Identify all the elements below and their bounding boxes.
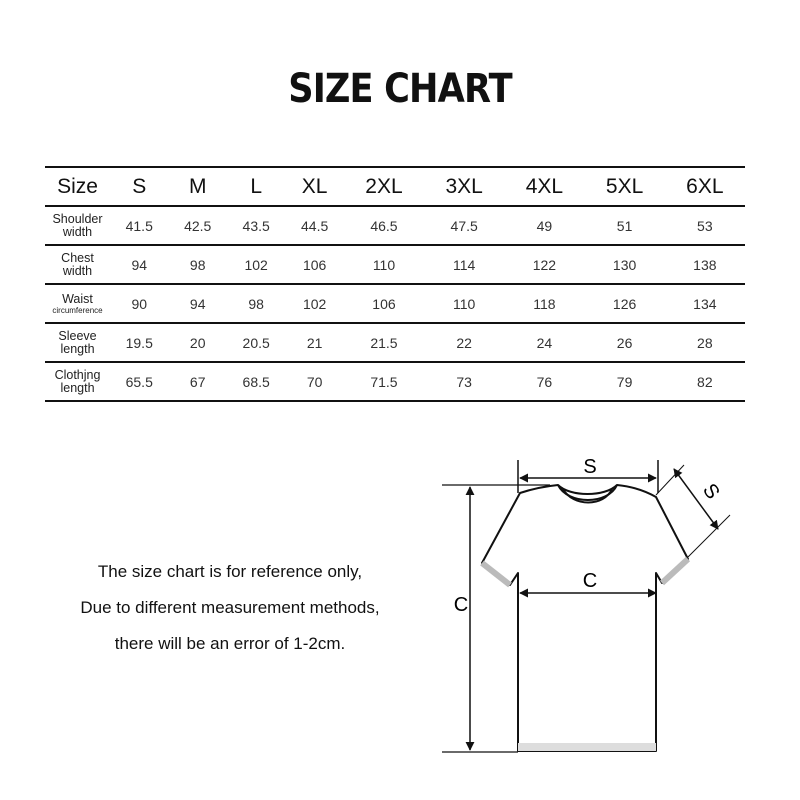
table-cell: 44.5 [301,217,329,234]
header-cell: L [250,174,263,198]
header-cell: M [188,174,207,198]
table-row [45,323,745,362]
table-cell: 26 [616,334,633,351]
header-cell: Size [57,174,98,198]
sleeve-measure [656,465,730,557]
sleeve-label: S [698,479,724,504]
table-cell: 106 [302,256,327,273]
table-cell: 68.5 [242,373,270,390]
table-cell: 94 [189,295,206,312]
header-cell: 6XL [686,174,724,198]
table-cell: 118 [533,295,556,312]
table-cell: 82 [697,373,713,390]
table-cell: 20 [189,334,206,351]
table-cell: 24 [536,334,553,351]
table-cell: 70 [306,373,323,390]
table-cell: 76 [536,373,553,390]
table-cell: 46.5 [370,217,398,234]
tshirt-measurement-diagram [430,445,760,765]
size-table [45,166,745,402]
table-cell: 110 [372,256,396,273]
header-cell: 3XL [445,174,483,198]
table-row [45,206,745,245]
table-cell: 51 [616,217,633,234]
table-cell: 22 [456,334,472,351]
page-title: SIZE CHART [288,66,512,112]
table-row [45,362,745,401]
table-cell: 90 [131,295,148,312]
table-cell: 21 [306,334,323,351]
row-label: Clothjng length [54,367,101,395]
table-cell: 130 [612,256,637,273]
disclaimer-note [30,554,430,662]
table-cell: 20.5 [242,334,270,351]
table-cell: 94 [131,256,148,273]
row-label: Sleeve length [58,328,97,356]
header-cell: S [132,174,147,198]
table-cell: 42.5 [184,217,212,234]
table-cell: 110 [453,295,476,312]
table-cell: 138 [693,256,717,273]
table-cell: 71.5 [370,373,398,390]
table-cell: 21.5 [370,334,398,351]
table-cell: 47.5 [450,217,478,234]
table-cell: 102 [244,256,268,273]
note-line: Due to different measurement methods, [80,598,380,617]
table-header-row [45,167,745,206]
table-cell: 65.5 [125,373,153,390]
table-row [45,284,745,323]
table-cell: 41.5 [125,217,153,234]
row-label: Shoulder width [52,211,103,239]
table-row [45,245,745,284]
header-cell: 4XL [525,174,564,198]
length-measure [442,485,550,752]
table-cell: 73 [456,373,472,390]
chest-label: C [582,570,598,592]
table-cell: 53 [697,217,713,234]
table-cell: 126 [612,295,637,312]
table-cell: 79 [616,373,633,390]
table-cell: 98 [248,295,264,312]
shoulder-label: S [583,456,597,478]
table-cell: 106 [372,295,396,312]
table-cell: 98 [189,256,206,273]
table-cell: 28 [697,334,713,351]
note-line: there will be an error of 1-2cm. [114,634,346,653]
table-cell: 122 [532,256,557,273]
table-cell: 19.5 [125,334,153,351]
table-cell: 67 [189,373,206,390]
table-cell: 102 [302,295,327,312]
chest-measure [520,570,656,593]
table-cell: 134 [693,295,717,312]
header-cell: 5XL [605,174,644,198]
row-label: Chest width [61,250,94,278]
note-line: The size chart is for reference only, [97,562,363,581]
table-cell: 49 [536,217,553,234]
header-cell: 2XL [365,174,403,198]
table-cell: 114 [453,256,476,273]
header-cell: XL [301,174,328,198]
table-cell: 43.5 [242,217,270,234]
row-label: Waist circumference [52,291,103,315]
length-label: C [453,594,469,616]
tshirt-icon [482,485,688,751]
